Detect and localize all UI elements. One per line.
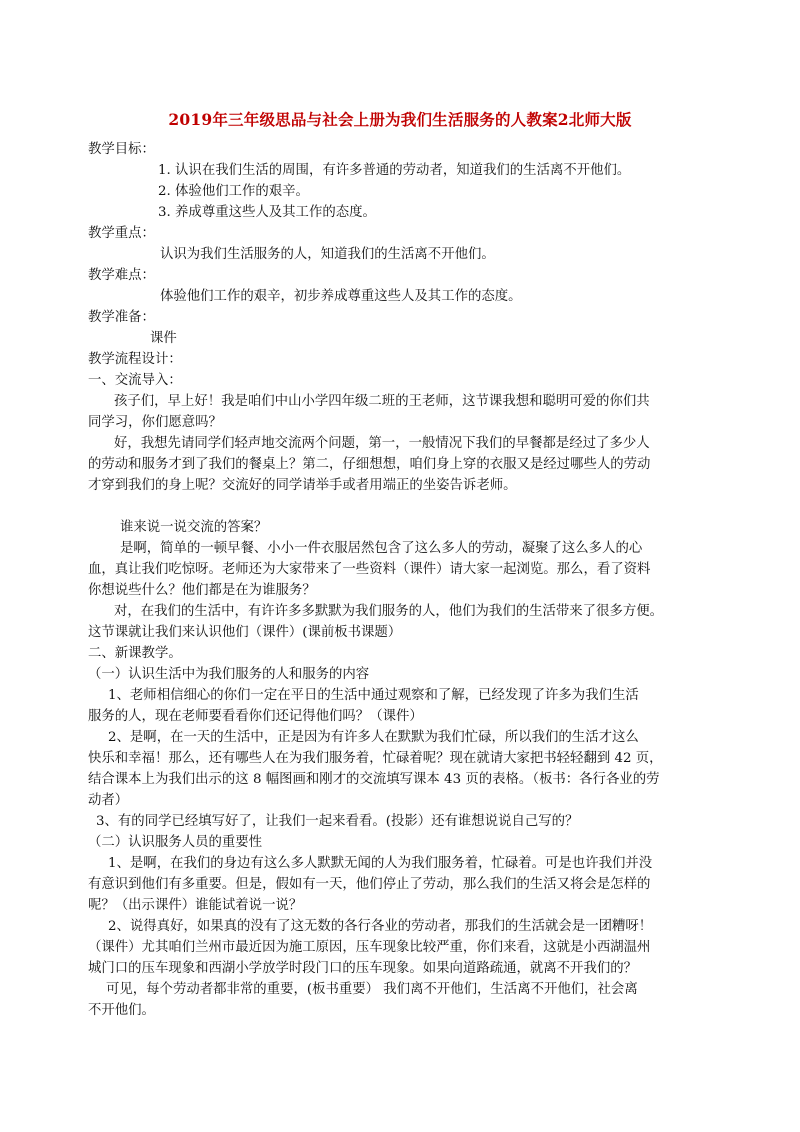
paragraph-line: 呢？（出示课件）谁能试着说一说？ [88,898,303,913]
goal-item: 2. 体验他们工作的艰辛。 [158,184,309,199]
section-heading-difficulty: 教学难点： [88,268,155,283]
paragraph-line: 动者） [88,793,129,808]
paragraph-line: 才穿到我们的身上呢？交流好的同学请举手或者用端正的坐姿告诉老师。 [88,478,517,493]
paragraph-line: 你想说些什么？他们都是在为谁服务？ [88,583,316,598]
paragraph-line: 同学习，你们愿意吗？ [88,415,222,430]
subsection-heading: （一）认识生活中为我们服务的人和服务的内容 [88,667,370,682]
goal-item: 1. 认识在我们生活的周围，有许多普通的劳动者，知道我们的生活离不开他们。 [158,163,631,178]
key-text: 认识为我们生活服务的人，知道我们的生活离不开他们。 [160,247,495,262]
paragraph-line: 好，我想先请同学们轻声地交流两个问题，第一，一般情况下我们的早餐都是经过了多少人 [114,436,650,451]
prep-text: 课件 [150,331,177,346]
paragraph-line: 2、是啊，在一天的生活中，正是因为有许多人在默默为我们忙碌，所以我们的生活才这么 [108,730,639,745]
section-heading-new-lesson: 二、新课教学。 [88,646,182,661]
paragraph-line: 1、是啊，在我们的身边有这么多人默默无闻的人为我们服务着，忙碌着。可是也许我们并没 [108,856,653,871]
paragraph-line: 可见，每个劳动者都非常的重要，(板书重要） 我们离不开他们，生活离不开他们，社会离 [106,982,638,997]
paragraph-line: 城门口的压车现象和西湖小学放学时段门口的压车现象。如果向道路疏通，就离不开我们的？ [88,961,638,976]
goal-item: 3. 养成尊重这些人及其工作的态度。 [158,205,376,220]
paragraph-line: 3、有的同学已经填写好了，让我们一起来看看。(投影）还有谁想说说自己写的？ [96,814,579,829]
section-heading-goals: 教学目标： [88,142,155,157]
paragraph-line: 的劳动和服务才到了我们的餐桌上？第二，仔细想想，咱们身上穿的衣服又是经过哪些人的劳动 [88,457,651,472]
section-heading-key: 教学重点： [88,226,155,241]
paragraph-line: 服务的人，现在老师要看看你们还记得他们吗？（课件） [88,709,423,724]
section-heading-flow: 教学流程设计： [88,352,182,367]
difficulty-text: 体验他们工作的艰辛，初步养成尊重这些人及其工作的态度。 [160,289,522,304]
section-heading-intro: 一、交流导入： [88,373,182,388]
paragraph-line: 血，真让我们吃惊呀。老师还为大家带来了一些资料（课件）请大家一起浏览。那么，看了资料 [88,562,651,577]
section-heading-prep: 教学准备： [88,310,155,325]
paragraph-line: 不开他们。 [88,1003,155,1018]
paragraph-line: 结合课本上为我们出示的这 8 幅图画和刚才的交流填写课本 43 页的表格。（板书：各行各业的劳 [88,772,660,787]
paragraph-line: 这节课就让我们来认识他们（课件）(课前板书课题） [88,625,402,640]
paragraph-line: 谁来说一说交流的答案？ [120,520,268,535]
subsection-heading: （二）认识服务人员的重要性 [88,835,263,850]
paragraph-line: 是啊，简单的一顿早餐、小小一件衣服居然包含了这么多人的劳动，凝聚了这么多人的心 [120,541,643,556]
paragraph-line: 孩子们，早上好！我是咱们中山小学四年级二班的王老师，这节课我想和聪明可爱的你们共 [114,394,650,409]
paragraph-line: （课件）尤其咱们兰州市最近因为施工原因，压车现象比较严重，你们来看，这就是小西湖温州 [88,940,651,955]
paragraph-line: 对，在我们的生活中，有许许多多默默为我们服务的人，他们为我们的生活带来了很多方便。 [114,604,664,619]
paragraph-line: 1、老师相信细心的你们一定在平日的生活中通过观察和了解，已经发现了许多为我们生活 [108,688,639,703]
document-title: 2019年三年级思品与社会上册为我们生活服务的人教案2北师大版 [168,110,632,129]
paragraph-line: 2、说得真好，如果真的没有了这无数的各行各业的劳动者，那我们的生活就会是一团糟呀！ [108,919,653,934]
paragraph-line: 有意识到他们有多重要。但是，假如有一天，他们停止了劳动，那么我们的生活又将会是怎样的 [88,877,651,892]
paragraph-line: 快乐和幸福！那么，还有哪些人在为我们服务着，忙碌着呢？现在就请大家把书轻轻翻到 42 页， [88,751,663,766]
